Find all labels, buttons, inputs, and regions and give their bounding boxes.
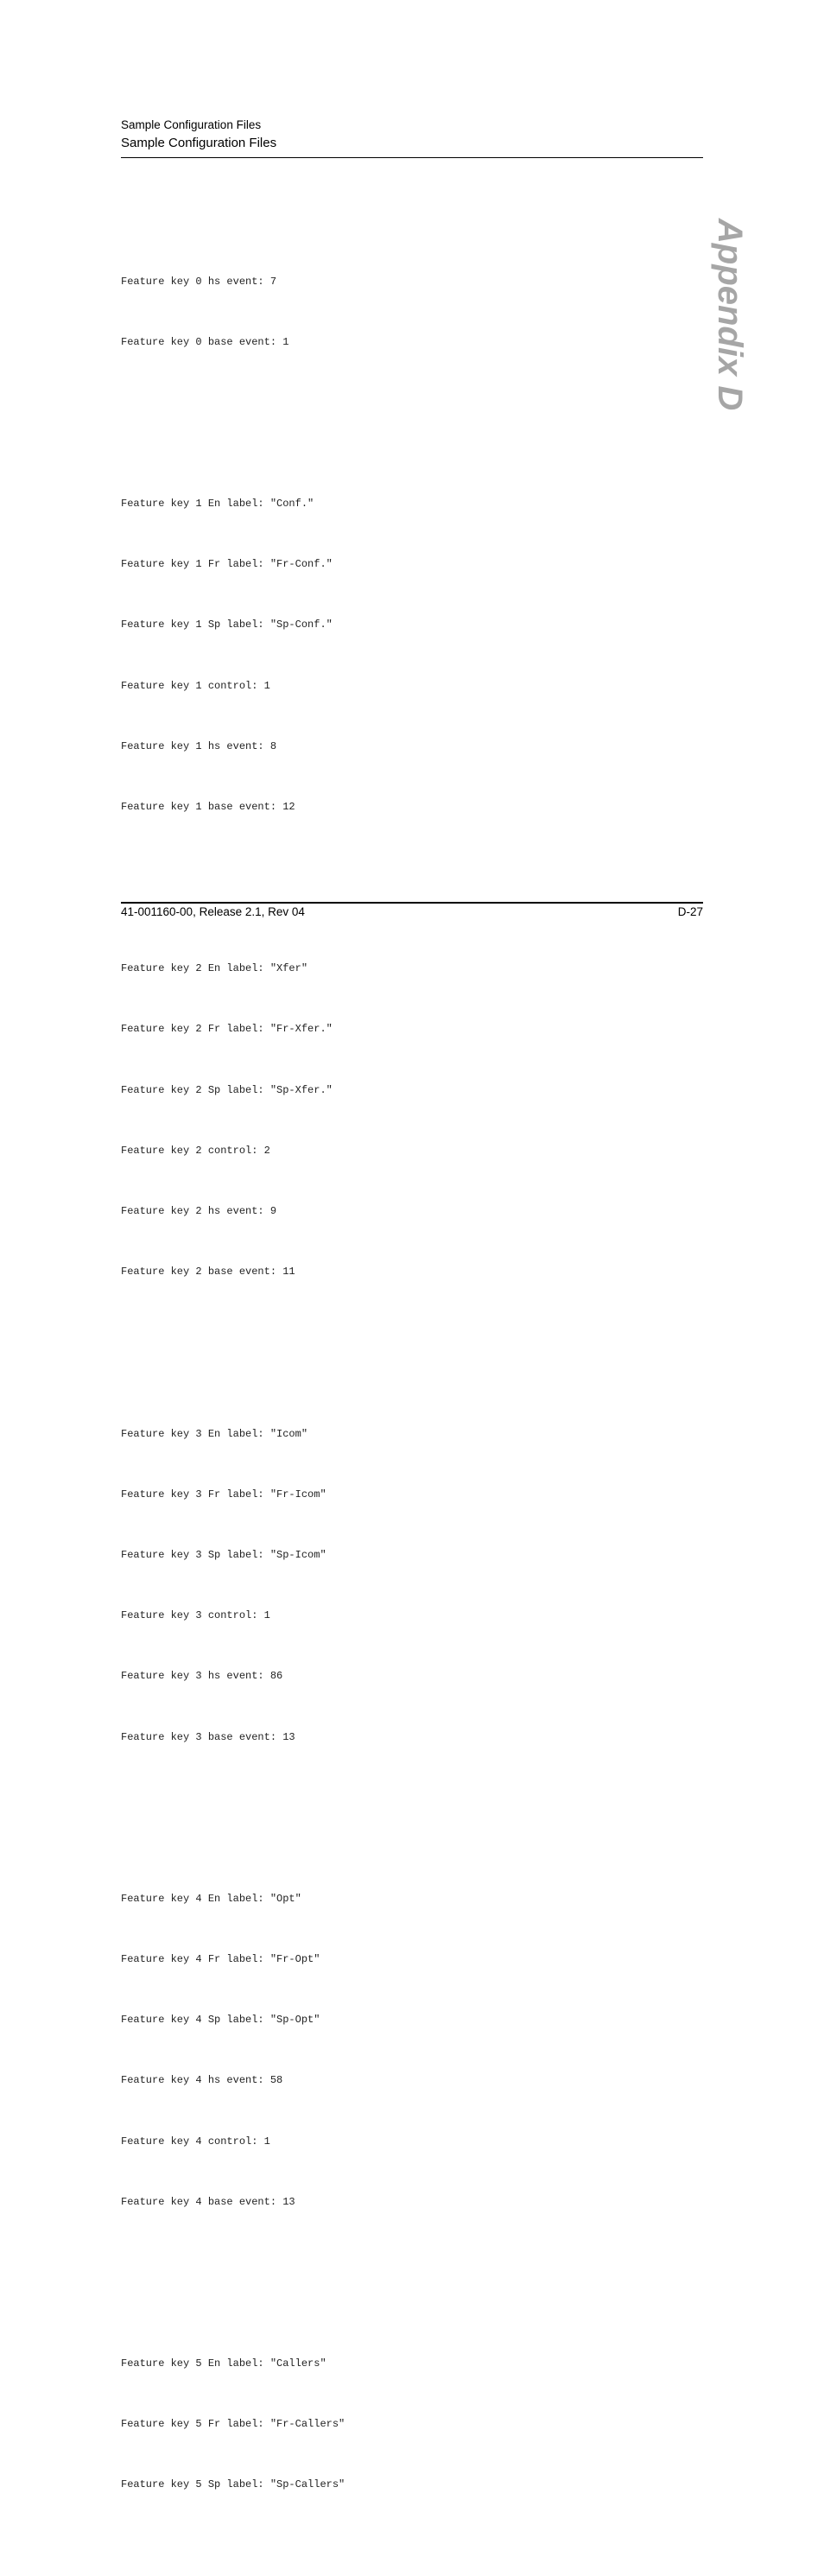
section-title: Sample Configuration Files	[121, 136, 277, 150]
config-line: Feature key 2 hs event: 9	[121, 1205, 277, 1218]
config-line: Feature key 3 base event: 13	[121, 1730, 295, 1743]
config-line: Feature key 5 En label: "Callers"	[121, 2357, 326, 2370]
document-id: 41-001160-00, Release 2.1, Rev 04	[121, 905, 305, 918]
footer-divider	[121, 902, 703, 904]
config-group-key-3	[121, 1384, 691, 1788]
config-line: Feature key 4 En label: "Opt"	[121, 1892, 301, 1905]
config-line: Feature key 4 Fr label: "Fr-Opt"	[121, 1952, 320, 1965]
config-line: Feature key 4 Sp label: "Sp-Opt"	[121, 2014, 320, 2027]
config-line: Feature key 2 Sp label: "Sp-Xfer."	[121, 1083, 333, 1096]
config-group-key-1	[121, 454, 691, 858]
config-line: Feature key 3 control: 1	[121, 1609, 270, 1622]
appendix-side-tab	[711, 219, 749, 411]
config-group-key-5	[121, 2313, 691, 2535]
page-number: D-27	[677, 905, 703, 918]
config-line: Feature key 4 hs event: 58	[121, 2074, 283, 2087]
config-line: Feature key 3 hs event: 86	[121, 1670, 283, 1683]
config-line: Feature key 3 Sp label: "Sp-Icom"	[121, 1548, 326, 1561]
config-line: Feature key 2 control: 2	[121, 1144, 270, 1157]
config-line: Feature key 1 hs event: 8	[121, 739, 277, 752]
config-code-block	[121, 191, 691, 2576]
config-line: Feature key 2 Fr label: "Fr-Xfer."	[121, 1023, 333, 1036]
config-line: Feature key 1 Fr label: "Fr-Conf."	[121, 558, 333, 571]
config-line: Feature key 0 base event: 1	[121, 335, 289, 348]
config-line: Feature key 2 base event: 11	[121, 1266, 295, 1278]
config-line: Feature key 1 Sp label: "Sp-Conf."	[121, 619, 333, 631]
config-group-key-2	[121, 918, 691, 1323]
config-group-key-4	[121, 1849, 691, 2253]
config-line: Feature key 5 Sp label: "Sp-Callers"	[121, 2478, 345, 2491]
config-line: Feature key 2 En label: "Xfer"	[121, 962, 308, 975]
config-line: Feature key 5 Fr label: "Fr-Callers"	[121, 2418, 345, 2431]
config-line: Feature key 1 En label: "Conf."	[121, 498, 314, 511]
config-group-key-0	[121, 232, 691, 393]
config-line: Feature key 3 En label: "Icom"	[121, 1427, 308, 1440]
running-header: Sample Configuration Files	[121, 118, 262, 131]
config-line: Feature key 1 control: 1	[121, 679, 270, 692]
config-line: Feature key 4 control: 1	[121, 2135, 270, 2148]
config-line: Feature key 4 base event: 13	[121, 2195, 295, 2208]
config-line: Feature key 1 base event: 12	[121, 801, 295, 814]
config-line: Feature key 3 Fr label: "Fr-Icom"	[121, 1488, 326, 1501]
header-divider	[121, 157, 703, 158]
appendix-label: Appendix D	[711, 219, 749, 411]
config-line: Feature key 0 hs event: 7	[121, 275, 277, 288]
